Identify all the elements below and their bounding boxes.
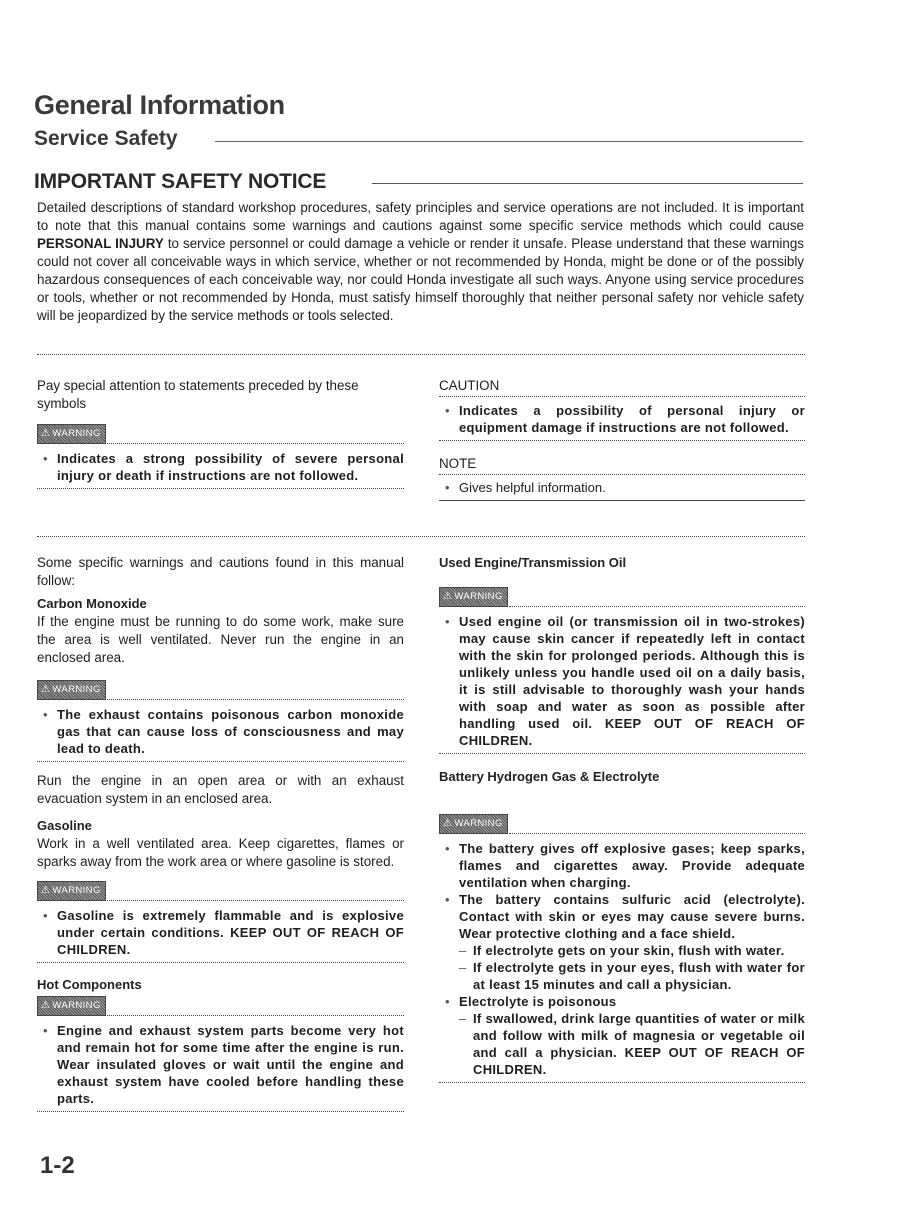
carbon-monoxide-heading: Carbon Monoxide [37, 596, 147, 611]
list-item: • The battery gives off explosive gases; keep sparks, flames and cigarettes away. Provide adequate ventilation when charging. [439, 840, 805, 891]
notice-title: IMPORTANT SAFETY NOTICE [34, 170, 327, 193]
sub-list-item: – If swallowed, drink large quantities of water or milk and follow with milk of magnesia or vegetable oil and call a physician. KEEP OUT OF REACH OF CHILDREN. [459, 1010, 805, 1078]
list-item: • Indicates a strong possibility of severe personal injury or death if instructions are not followed. [37, 450, 404, 484]
list-item: • The exhaust contains poisonous carbon monoxide gas that can cause loss of consciousness and may lead to death. [37, 706, 404, 757]
caution-label: CAUTION [439, 377, 805, 397]
warning-triangle-icon: ⚠ [443, 591, 453, 602]
divider [37, 536, 805, 537]
warning-badge: ⚠ WARNING [37, 881, 106, 901]
symbols-legend-left [37, 377, 404, 489]
intro-paragraph [37, 199, 804, 325]
gasoline-body: Work in a well ventilated area. Keep cigarettes, flames or sparks away from the work area or where gasoline is stored. [37, 836, 404, 869]
list-item: • The battery contains sulfuric acid (electrolyte). Contact with skin or eyes may cause severe burns. Wear protective clothing and a face shield. – If electrolyte gets on your skin, flush with water. – If electrolyte gets in your eyes, flush with water for at least 15 minutes and call a physician. [439, 891, 805, 993]
warning-header [439, 814, 805, 834]
intro-text-before: Detailed descriptions of standard workshop procedures, safety principles and service operations are not included. It is important to note that this manual contains some warnings and cautions against some specific service methods which could cause [37, 200, 804, 233]
warning-badge: ⚠ WARNING [37, 424, 106, 444]
warning-triangle-icon: ⚠ [443, 818, 453, 829]
list-item: • Electrolyte is poisonous – If swallowed, drink large quantities of water or milk and follow with milk of magnesia or vegetable oil and call a physician. KEEP OUT OF REACH OF CHILDREN. [439, 993, 805, 1078]
specific-warnings-intro: Some specific warnings and cautions found in this manual follow: [37, 555, 404, 588]
hot-components-heading: Hot Components [37, 977, 142, 992]
gasoline-heading: Gasoline [37, 818, 92, 833]
list-item: • Indicates a possibility of personal injury or equipment damage if instructions are not followed. [439, 402, 805, 436]
carbon-monoxide-body: If the engine must be running to do some work, make sure the area is well ventilated. Never run the engine in an enclosed area. [37, 614, 404, 665]
warning-header [37, 881, 404, 901]
warning-header [37, 424, 404, 444]
warning-badge: ⚠ WARNING [37, 996, 106, 1016]
warning-triangle-icon: ⚠ [41, 885, 51, 896]
symbols-legend-right [439, 377, 805, 501]
symbols-intro: Pay special attention to statements preceded by these symbols [37, 378, 359, 411]
warning-header [37, 996, 404, 1016]
carbon-monoxide-after: Run the engine in an open area or with an exhaust evacuation system in an enclosed area. [37, 773, 404, 806]
hot-components-warning [37, 1022, 404, 1107]
note-definition [439, 479, 805, 496]
list-item: • Gasoline is extremely flammable and is explosive under certain conditions. KEEP OUT OF REACH OF CHILDREN. [37, 907, 404, 958]
warning-header [37, 680, 404, 700]
page-number: 1-2 [40, 1152, 75, 1179]
notice-rule [372, 183, 803, 184]
used-oil-heading: Used Engine/Transmission Oil [439, 555, 627, 570]
battery-heading: Battery Hydrogen Gas & Electrolyte [439, 769, 660, 784]
divider [37, 354, 805, 355]
intro-text-after: to service personnel or could damage a vehicle or render it unsafe. Please understand that these warnings could not cover all conceivable ways in which service, whether or not recommended by Honda, might be done or of the possibly hazardous consequences of each conceivable way, nor could Honda investigate all such ways. Anyone using service procedures or tools, whether or not recommended by Honda, must satisfy himself thoroughly that neither personal safety nor vehicle safety will be jeopardized by the service methods or tools selected. [37, 236, 804, 323]
warning-badge: ⚠ WARNING [439, 587, 508, 607]
warning-badge: ⚠ WARNING [439, 814, 508, 834]
warning-definition [37, 450, 404, 484]
sub-list [459, 1010, 805, 1078]
warning-triangle-icon: ⚠ [41, 428, 51, 439]
note-label: NOTE [439, 455, 805, 475]
gasoline-warning [37, 907, 404, 958]
warning-triangle-icon: ⚠ [41, 684, 51, 695]
chapter-title: General Information [34, 90, 285, 120]
sub-list [459, 942, 805, 993]
used-oil-warning [439, 613, 805, 749]
list-item: • Engine and exhaust system parts become very hot and remain hot for some time after the engine is run. Wear insulated gloves or wait until the engine and exhaust system have cooled before handling these parts. [37, 1022, 404, 1107]
sub-list-item: – If electrolyte gets in your eyes, flush with water for at least 15 minutes and call a physician. [459, 959, 805, 993]
left-column [37, 554, 404, 1112]
section-rule [215, 141, 803, 142]
warning-badge: ⚠ WARNING [37, 680, 106, 700]
warning-header [439, 587, 805, 607]
caution-definition [439, 402, 805, 436]
carbon-monoxide-warning [37, 706, 404, 757]
right-column [439, 554, 805, 1083]
battery-warning [439, 840, 805, 1078]
list-item: • Gives helpful information. [439, 479, 805, 496]
section-title: Service Safety [34, 127, 178, 150]
sub-list-item: – If electrolyte gets on your skin, flush with water. [459, 942, 805, 959]
warning-triangle-icon: ⚠ [41, 1000, 51, 1011]
list-item: • Used engine oil (or transmission oil in two-strokes) may cause skin cancer if repeatedly left in contact with the skin for prolonged periods. Although this is unlikely unless you handle used oil on a daily basis, it is still advisable to thoroughly wash your hands with soap and water as soon as possible after handling used oil. KEEP OUT OF REACH OF CHILDREN. [439, 613, 805, 749]
intro-emphasis: PERSONAL INJURY [37, 236, 164, 251]
